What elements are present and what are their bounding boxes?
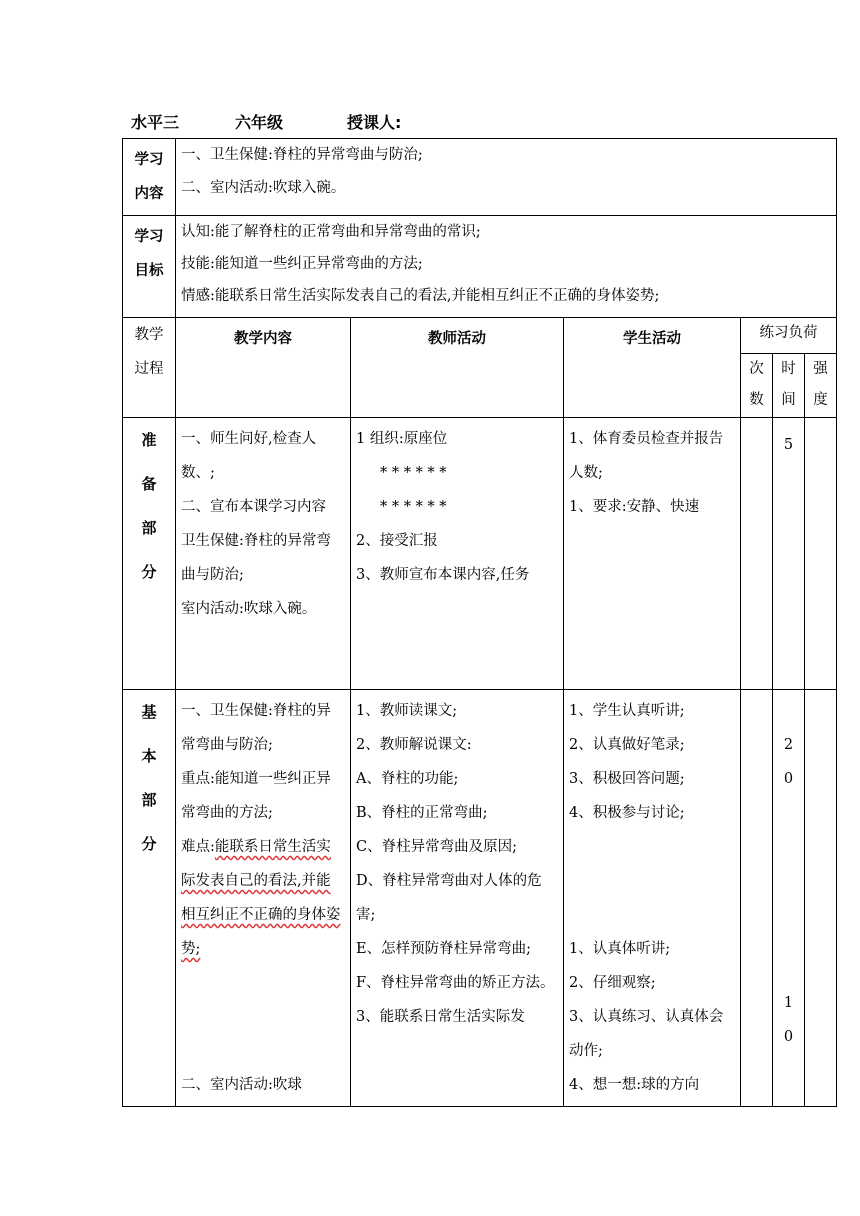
header-line: 次 (749, 361, 764, 377)
basic-teacher-activity (351, 690, 564, 1107)
basic-student-activity (564, 690, 741, 1107)
basic-intensity (805, 690, 837, 1107)
teacher-line: A、脊柱的功能; (356, 771, 459, 787)
student-line: 4、想一想:球的方向 (569, 1077, 700, 1093)
header-line: 间 (781, 392, 796, 408)
prep-section-row (123, 418, 837, 690)
teacher-line: D、脊柱异常弯曲对人体的危害; (356, 873, 542, 923)
teacher-line: 3、教师宣布本课内容,任务 (356, 567, 530, 583)
section-char: 部 (141, 519, 157, 537)
header-line: 度 (813, 392, 828, 408)
teacher-line: C、脊柱异常弯曲及原因; (356, 839, 517, 855)
teacher-line: 2、接受汇报 (356, 533, 438, 549)
count-header (741, 354, 773, 418)
lesson-plan-table (122, 138, 837, 1107)
teacher-line: 1、教师读课文; (356, 703, 458, 719)
basic-label (123, 690, 176, 1107)
prep-count (741, 418, 773, 690)
time-digit: 2 (783, 737, 794, 753)
student-line: 1、要求:安静、快速 (569, 499, 700, 515)
label-line: 目标 (134, 263, 164, 279)
header-line: 教学 (134, 327, 164, 343)
content-line: 重点:能知道一些纠正异常弯曲的方法; (181, 771, 331, 821)
prep-intensity (805, 418, 837, 690)
section-char: 备 (141, 475, 157, 493)
student-line: 3、积极回答问题; (569, 771, 685, 787)
page-header (131, 110, 401, 133)
time-header (773, 354, 805, 418)
header-line: 过程 (134, 361, 164, 377)
level-label: 水平三 (131, 113, 180, 132)
content-header: 教学内容 (176, 318, 351, 418)
teacher-label: 授课人: (347, 113, 402, 132)
goal-line: 情感:能联系日常生活实际发表自己的看法,并能相互纠正不正确的身体姿势; (181, 288, 660, 304)
content-line: 二、室内活动:吹球 (181, 1077, 302, 1093)
grade-label: 六年级 (235, 113, 284, 132)
teacher-line: B、脊柱的正常弯曲; (356, 805, 488, 821)
basic-time (773, 690, 805, 1107)
teacher-line: E、怎样预防脊柱异常弯曲; (356, 941, 531, 957)
label-line: 内容 (134, 186, 164, 202)
teacher-line: 2、教师解说课文: (356, 737, 472, 753)
load-header: 练习负荷 (741, 318, 837, 354)
time-digit: 1 (783, 995, 794, 1011)
section-char: 分 (141, 835, 157, 853)
column-header-row-1 (123, 318, 837, 354)
prep-teacher-activity (351, 418, 564, 690)
difficulty-label: 难点: (181, 839, 215, 855)
student-line: 1、认真体听讲; (569, 941, 671, 957)
learning-goals-row (123, 216, 837, 318)
label-line: 学习 (134, 152, 164, 168)
prep-time (773, 418, 805, 690)
teacher-header: 教师活动 (351, 318, 564, 418)
label-line: 学习 (134, 229, 164, 245)
formation-row: * * * * * * (380, 499, 447, 515)
goal-line: 技能:能知道一些纠正异常弯曲的方法; (181, 256, 423, 272)
learning-content-row (123, 139, 837, 216)
learning-goals-text (176, 216, 837, 318)
learning-goals-label (123, 216, 176, 318)
student-header: 学生活动 (564, 318, 741, 418)
basic-count (741, 690, 773, 1107)
student-line: 1、学生认真听讲; (569, 703, 685, 719)
student-line: 2、认真做好笔录; (569, 737, 685, 753)
content-line: 二、室内活动:吹球入碗。 (181, 180, 346, 196)
content-line: 一、卫生保健:脊柱的异常弯曲与防治; (181, 703, 331, 753)
content-line: 卫生保健:脊柱的异常弯曲与防治; (181, 533, 331, 583)
time-digit: 0 (783, 771, 794, 787)
learning-content-label (123, 139, 176, 216)
student-line: 2、仔细观察; (569, 975, 656, 991)
header-line: 数 (749, 392, 764, 408)
student-line: 1、体育委员检查并报告人数; (569, 431, 724, 481)
content-line: 室内活动:吹球入碗。 (181, 601, 317, 617)
basic-section-row (123, 690, 837, 1107)
teacher-line: F、脊柱异常弯曲的矫正方法。 (356, 975, 555, 991)
difficulty-line (181, 830, 345, 966)
teacher-line: 3、能联系日常生活实际发 (356, 1009, 525, 1025)
content-line: 一、师生问好,检查人数、; (181, 431, 317, 481)
teacher-line: 1 组织:原座位 (356, 431, 448, 447)
intensity-header (805, 354, 837, 418)
learning-content-text (176, 139, 837, 216)
section-char: 分 (141, 563, 157, 581)
header-line: 强 (813, 361, 828, 377)
section-char: 基 (141, 703, 157, 721)
basic-content (176, 690, 351, 1107)
section-char: 准 (141, 431, 157, 449)
formation-row: * * * * * * (380, 465, 447, 481)
goal-line: 认知:能了解脊柱的正常弯曲和异常弯曲的常识; (181, 224, 481, 240)
content-line: 一、卫生保健:脊柱的异常弯曲与防治; (181, 147, 423, 163)
prep-label (123, 418, 176, 690)
time-value: 5 (783, 437, 794, 453)
student-line: 3、认真练习、认真体会动作; (569, 1009, 724, 1059)
prep-content (176, 418, 351, 690)
prep-student-activity (564, 418, 741, 690)
student-line: 4、积极参与讨论; (569, 805, 685, 821)
section-char: 本 (141, 747, 157, 765)
time-digit: 0 (783, 1029, 794, 1045)
process-header (123, 318, 176, 418)
difficulty-text: 能联系日常生活实际发表自己的看法,并能相互纠正不正确的身体姿势; (181, 839, 341, 957)
header-line: 时 (781, 361, 796, 377)
section-char: 部 (141, 791, 157, 809)
content-line: 二、宣布本课学习内容 (181, 499, 326, 515)
